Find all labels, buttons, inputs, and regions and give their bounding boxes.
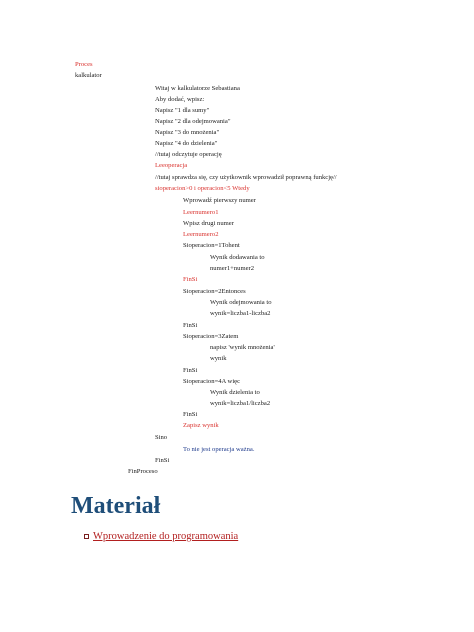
code-line: FinSi [183,276,198,283]
code-line: FinSi [155,457,170,464]
code-line: Proces [75,61,93,68]
code-line: wynik=liczba1/liczba2 [210,400,271,407]
code-line: //tutaj sprawdza się, czy użytkownik wprowadził poprawną funkcję// [155,174,337,181]
code-line: Leeoperacja [155,162,188,169]
code-line: wynik [210,355,227,362]
code-line: To nie jest operacja ważna. [183,446,255,453]
code-line: numer1+numer2 [210,265,255,272]
code-line: Napisz "3 do mnożenia" [155,129,220,136]
code-line: Wprowadź pierwszy numer [183,197,256,204]
code-line: Zapisz wynik [183,422,219,429]
code-line: Sioperacion=1Tohent [183,242,240,249]
code-line: Wpisz drugi numer [183,220,234,227]
section-heading: Materiał [71,493,161,519]
code-line: Wynik dzielenia to [210,389,260,396]
square-bullet-icon [84,534,89,539]
link-list-item [84,531,252,542]
code-line: Wynik odejmowania to [210,299,272,306]
code-line: Leernumero2 [183,231,219,238]
code-line: Sioperacion=4A więc [183,378,241,385]
intro-programming-link[interactable]: Wprowadzenie do programowania [93,531,239,542]
code-line: Leernumero1 [183,209,219,216]
code-line: Sioperacion=2Entonces [183,288,246,295]
code-line: wynik=liczba1-liczba2 [210,310,271,317]
code-line: FinSi [183,322,198,329]
code-line: sioperacion>0 i operacion<5 Wtedy [155,185,250,192]
code-line: Napisz "4 do dzielenia" [155,140,218,147]
code-line: Sioperacion=3Zatem [183,333,239,340]
code-line: FinProceso [128,468,158,475]
code-line: FinSi [183,367,198,374]
code-line: Witaj w kalkulatorze Sebastiana [155,85,240,92]
code-line: FinSi [183,411,198,418]
code-line: Wynik dodawania to [210,254,265,261]
code-line: Aby dodać, wpisz: [155,96,205,103]
code-line: //tutaj odczytuje operację [155,151,222,158]
code-line: Napisz "2 dla odejmowania" [155,118,231,125]
code-line: Sino [155,434,168,441]
code-line: Napisz "1 dla sumy" [155,107,210,114]
code-line: kalkulator [75,72,102,79]
code-line: napisz 'wynik mnożenia' [210,344,275,351]
